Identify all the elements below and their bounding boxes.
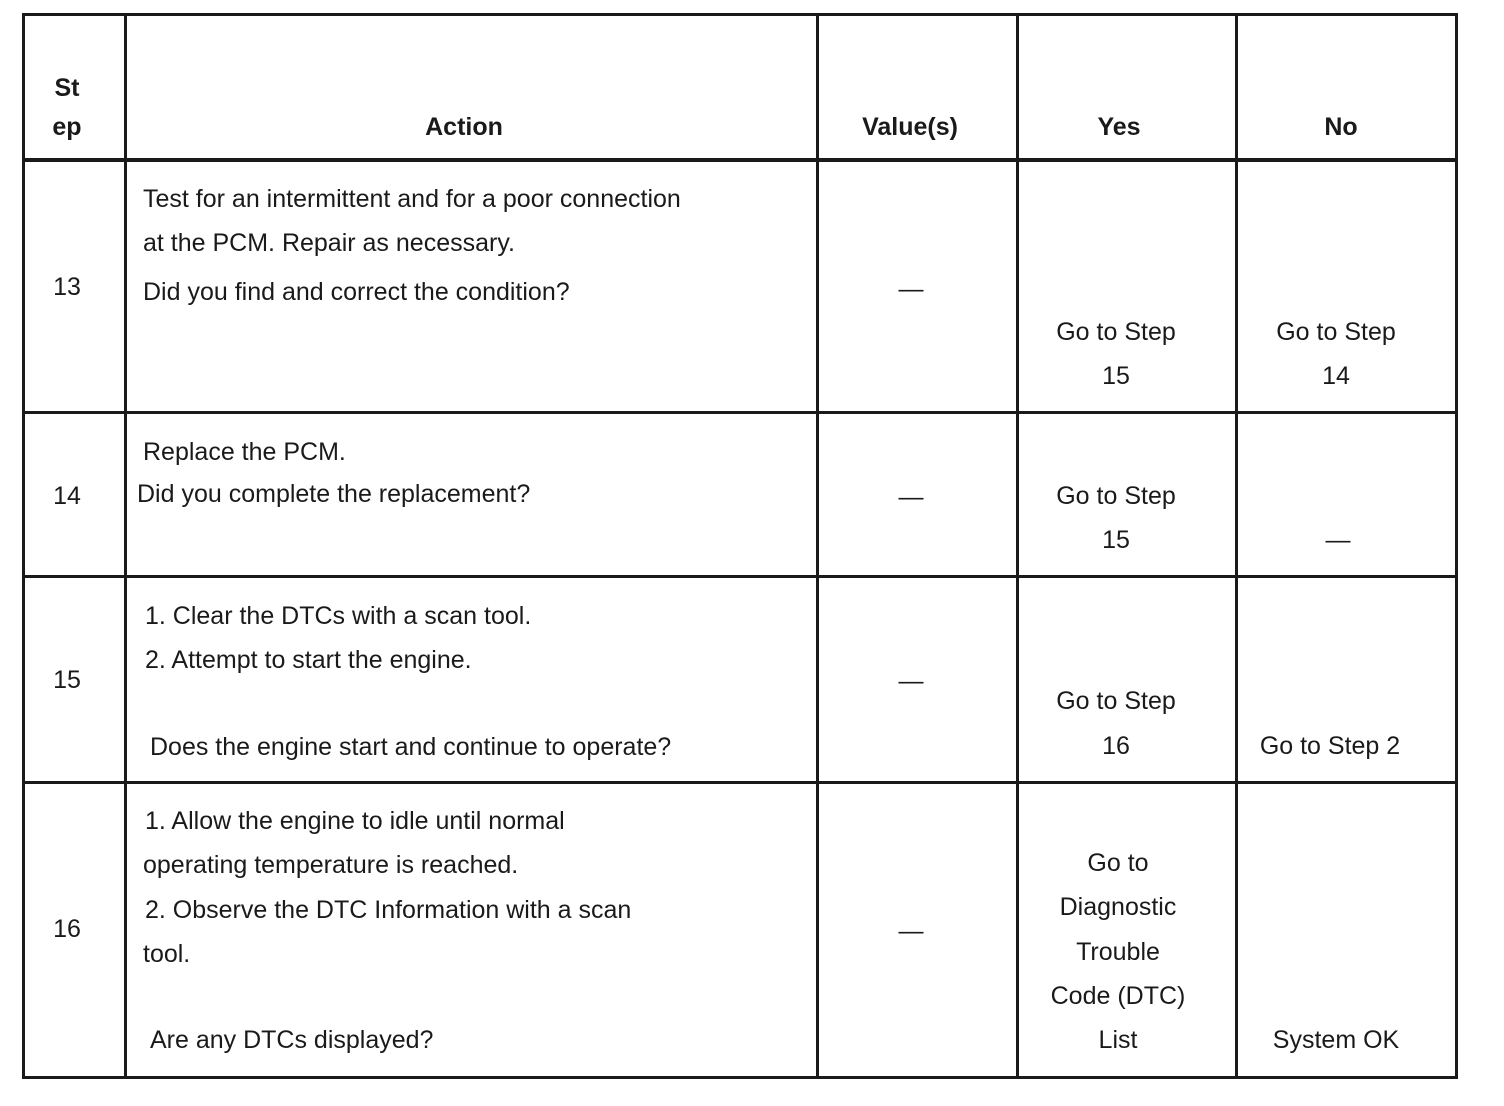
yes-cell: List [1098,1026,1138,1054]
no-cell: Go to Step [1276,318,1396,346]
action-text: at the PCM. Repair as necessary. [143,229,515,257]
step-number: 13 [53,273,81,301]
no-cell: Go to Step 2 [1259,732,1401,760]
yes-cell: Go to Step [1056,482,1176,510]
grid-line [22,781,1458,784]
header-values: Value(s) [862,113,958,141]
grid-line [22,1076,1458,1079]
grid-line [816,13,819,1079]
action-text: 2. Attempt to start the engine. [145,646,472,674]
header-yes: Yes [1097,113,1141,141]
grid-line [22,13,1458,16]
grid-line [22,411,1458,414]
action-text: 2. Observe the DTC Information with a scan [145,896,632,924]
action-question: Does the engine start and continue to operate? [150,733,672,761]
action-text: Replace the PCM. [143,438,346,466]
yes-cell: 15 [1102,526,1130,554]
yes-cell: Go to Step [1056,687,1176,715]
value-cell: — [898,483,924,511]
yes-cell: Diagnostic [1059,893,1177,921]
action-text: operating temperature is reached. [143,851,519,879]
grid-line [1235,13,1238,1079]
no-cell: — [1325,526,1351,554]
header-step-line-1: St [54,74,80,102]
value-cell: — [898,275,924,303]
yes-cell: 15 [1102,362,1130,390]
action-question: Did you find and correct the condition? [143,278,570,306]
action-text: 1. Allow the engine to idle until normal [145,807,565,835]
action-text: tool. [143,940,191,968]
header-step-line-2: ep [52,113,82,141]
grid-line [22,575,1458,578]
no-cell: 14 [1322,362,1350,390]
step-number: 15 [53,666,81,694]
grid-line [124,13,127,1079]
header-action: Action [425,113,503,141]
yes-cell: Trouble [1076,938,1160,966]
yes-cell: Go to [1087,849,1149,877]
yes-cell: Code (DTC) [1050,982,1186,1010]
grid-line [1455,13,1458,1079]
value-cell: — [898,917,924,945]
step-number: 14 [53,482,81,510]
grid-line [1016,13,1019,1079]
yes-cell: Go to Step [1056,318,1176,346]
action-text: Test for an intermittent and for a poor connection [143,185,681,213]
yes-cell: 16 [1102,732,1130,760]
step-number: 16 [53,915,81,943]
value-cell: — [898,667,924,695]
header-no: No [1324,113,1358,141]
no-cell: System OK [1272,1026,1400,1054]
action-question: Are any DTCs displayed? [150,1026,434,1054]
grid-line [22,158,1458,162]
action-text: 1. Clear the DTCs with a scan tool. [145,602,532,630]
grid-line [22,13,25,1079]
action-question: Did you complete the replacement? [137,480,531,508]
